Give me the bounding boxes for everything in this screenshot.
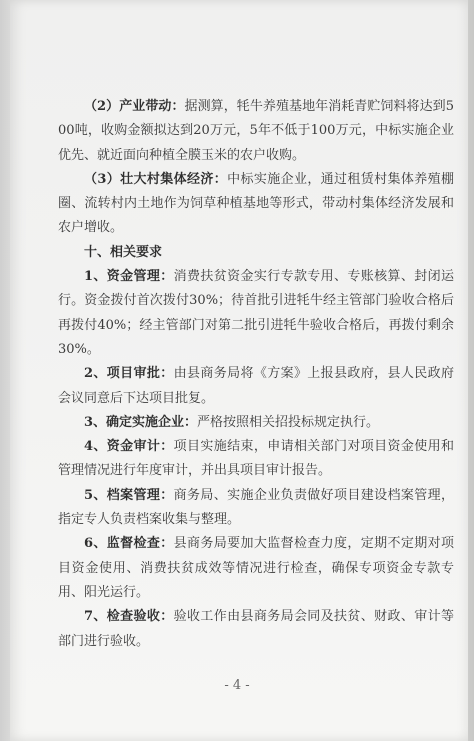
requirement-lead: 3、确定实施企业：	[84, 414, 198, 430]
requirement-item	[58, 605, 454, 654]
paragraph-lead: （3）壮大村集体经济：	[84, 171, 228, 187]
paragraph-industry	[58, 95, 454, 168]
requirement-lead: 5、档案管理：	[84, 487, 174, 503]
requirement-item	[58, 484, 454, 533]
requirement-text: 项目实施结束，申请相关部门对项目资金使用和管理情况进行年度审计，并出具项目审计报告。	[58, 439, 454, 479]
paragraph-lead: （2）产业带动：	[84, 99, 185, 114]
paragraph-text: 中标实施企业，通过租赁村集体养殖棚圈、流转村内土地作为饲草种植基地等形式，带动村集体经济发展和农户增收。	[58, 171, 454, 236]
requirement-text: 消费扶贫资金实行专款专用、专账核算、封闭运行。资金拨付首次拨付30%；待首批引进牦牛经主管部门验收合格后再拨付40%；经主管部门对第二批引进牦牛验收合格后，再拨付剩余30%。	[58, 269, 454, 357]
requirement-text: 严格按照相关招投标规定执行。	[197, 414, 380, 430]
requirement-text: 验收工作由县商务局会同及扶贫、财政、审计等部门进行验收。	[58, 609, 454, 649]
requirement-lead: 2、项目审批：	[84, 366, 174, 382]
requirement-lead: 4、资金审计：	[84, 439, 174, 455]
requirement-text: 县商务局要加大监督检查力度，定期不定期对项目资金使用、消费扶贫成效等情况进行检查，确保专项资金专款专用、阳光运行。	[58, 536, 454, 600]
requirement-item	[58, 265, 454, 362]
requirement-lead: 1、资金管理：	[84, 269, 174, 285]
requirement-lead: 6、监督检查：	[84, 536, 174, 552]
requirement-item	[58, 435, 454, 484]
page-number: - 4 -	[224, 678, 250, 693]
requirement-item	[58, 532, 454, 605]
section-title: 十、相关要求	[84, 244, 163, 260]
document-page	[10, 0, 468, 741]
paragraph-collective-economy	[58, 168, 454, 241]
requirement-item	[58, 411, 454, 435]
requirement-item	[58, 362, 454, 411]
requirement-text: 由县商务局将《方案》上报县政府，县人民政府会议同意后下达项目批复。	[58, 366, 454, 406]
paragraph-text: 据测算，牦牛养殖基地年消耗青贮饲料将达到500吨，收购金额拟达到20万元，5年不低于100万元，中标实施企业优先、就近面向种植全膜玉米的农户收购。	[58, 99, 454, 163]
requirement-lead: 7、检查验收：	[84, 609, 174, 625]
requirement-text: 商务局、实施企业负责做好项目建设档案管理，指定专人负责档案收集与整理。	[58, 487, 454, 528]
document-body	[58, 95, 454, 654]
